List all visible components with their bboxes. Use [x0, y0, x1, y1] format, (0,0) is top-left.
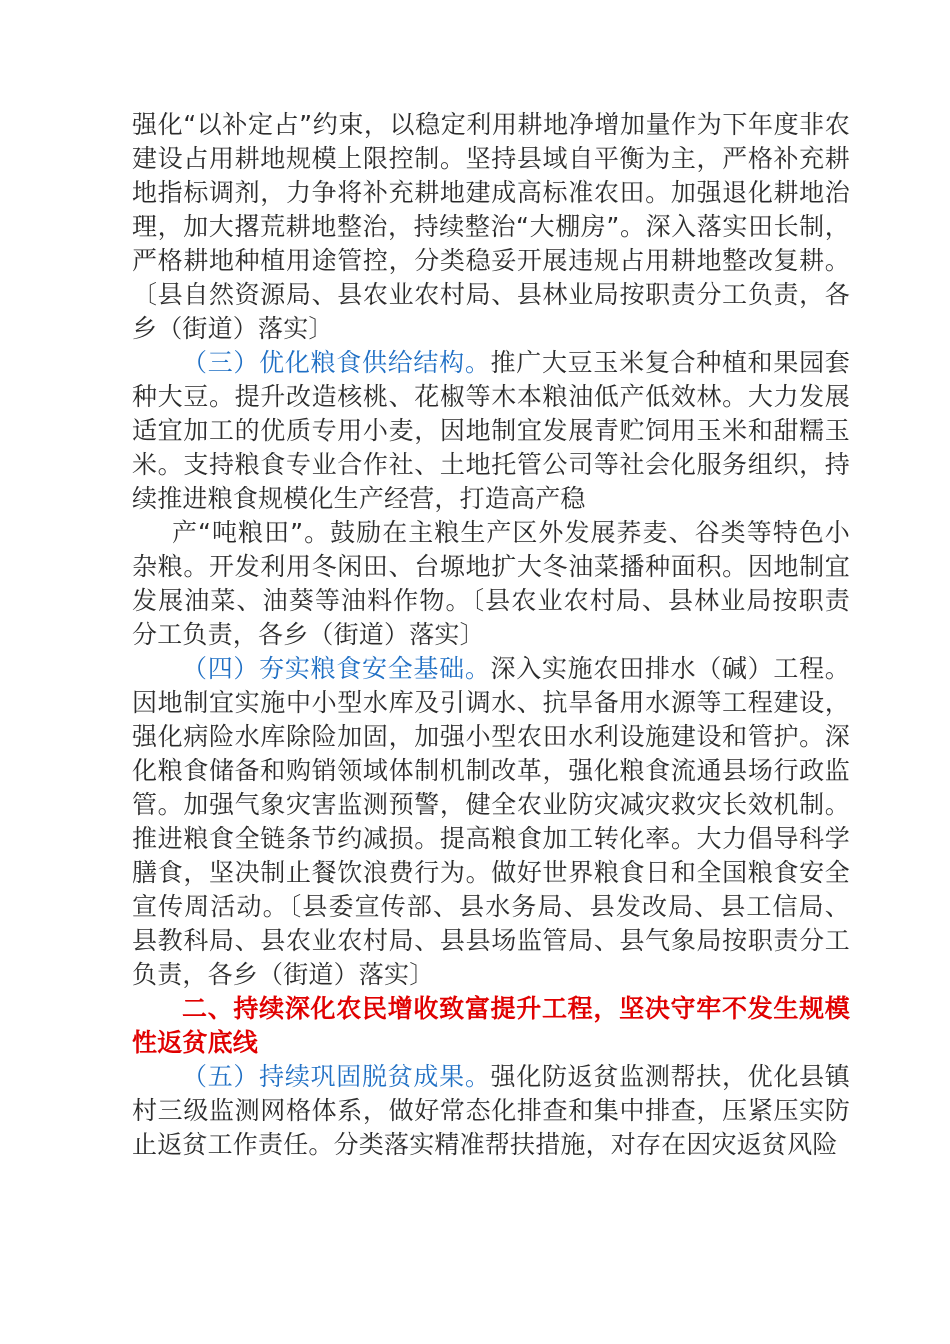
- paragraph-grain-supply-body: 推广大豆玉米复合种植和果园套种大豆。提升改造核桃、花椒等木本粮油低产低效林。大力发展适宜加工的优质专用小麦，因地制宜发展青贮饲用玉米和甜糯玉米。支持粮食专业合作社、土地托管公司等社会化服务组织，持续推进粮食规模化生产经营，打造高产稳: [132, 348, 850, 513]
- subheading-grain-supply: （三）优化粮食供给结构。: [182, 348, 491, 377]
- paragraph-grain-supply: [132, 346, 850, 516]
- paragraph-poverty-results-body: 强化防返贫监测帮扶，优化县镇村三级监测网格体系，做好常态化排查和集中排查，压紧压实防止返贫工作责任。分类落实精准帮扶措施，对存在因灾返贫风险: [132, 1062, 850, 1159]
- paragraph-cultivated-land: 强化“以补定占”约束，以稳定利用耕地净增加量作为下年度非农建设占用耕地规模上限控制。坚持县域自平衡为主，严格补充耕地指标调剂，力争将补充耕地建成高标准农田。加强退化耕地治理，加大撂荒耕地整治，持续整治“大棚房”。深入落实田长制，严格耕地种植用途管控，分类稳妥开展违规占用耕地整改复耕。〔县自然资源局、县农业农村局、县林业局按职责分工负责，各乡（街道）落实〕: [132, 110, 850, 343]
- subheading-food-security: （四）夯实粮食安全基础。: [182, 654, 491, 683]
- paragraph-food-security-body: 深入实施农田排水（碱）工程。因地制宜实施中小型水库及引调水、抗旱备用水源等工程建设，强化病险水库除险加固，加强小型农田水利设施建设和管护。深化粮食储备和购销领域体制机制改革，强化粮食流通县场行政监管。加强气象灾害监测预警，健全农业防灾减灾救灾长效机制。推进粮食全链条节约减损。提高粮食加工转化率。大力倡导科学膳食，坚决制止餐饮浪费行为。做好世界粮食日和全国粮食安全宣传周活动。〔县委宣传部、县水务局、县发改局、县工信局、县教科局、县农业农村局、县县场监管局、县气象局按职责分工负责，各乡（街道）落实〕: [132, 654, 850, 989]
- paragraph-grain-supply-continued: 产“吨粮田”。鼓励在主粮生产区外发展荞麦、谷类等特色小杂粮。开发利用冬闲田、台塬地扩大冬油菜播种面积。因地制宜发展油菜、油葵等油料作物。〔县农业农村局、县林业局按职责分工负责，各乡（街道）落实〕: [132, 518, 850, 649]
- paragraph-food-security: [132, 652, 850, 992]
- subheading-poverty-results: （五）持续巩固脱贫成果。: [182, 1062, 491, 1091]
- paragraph-poverty-results: [132, 1060, 850, 1162]
- section-heading-farmer-income: 二、持续深化农民增收致富提升工程，坚决守牢不发生规模性返贫底线: [132, 994, 850, 1057]
- document-body: [132, 108, 850, 1162]
